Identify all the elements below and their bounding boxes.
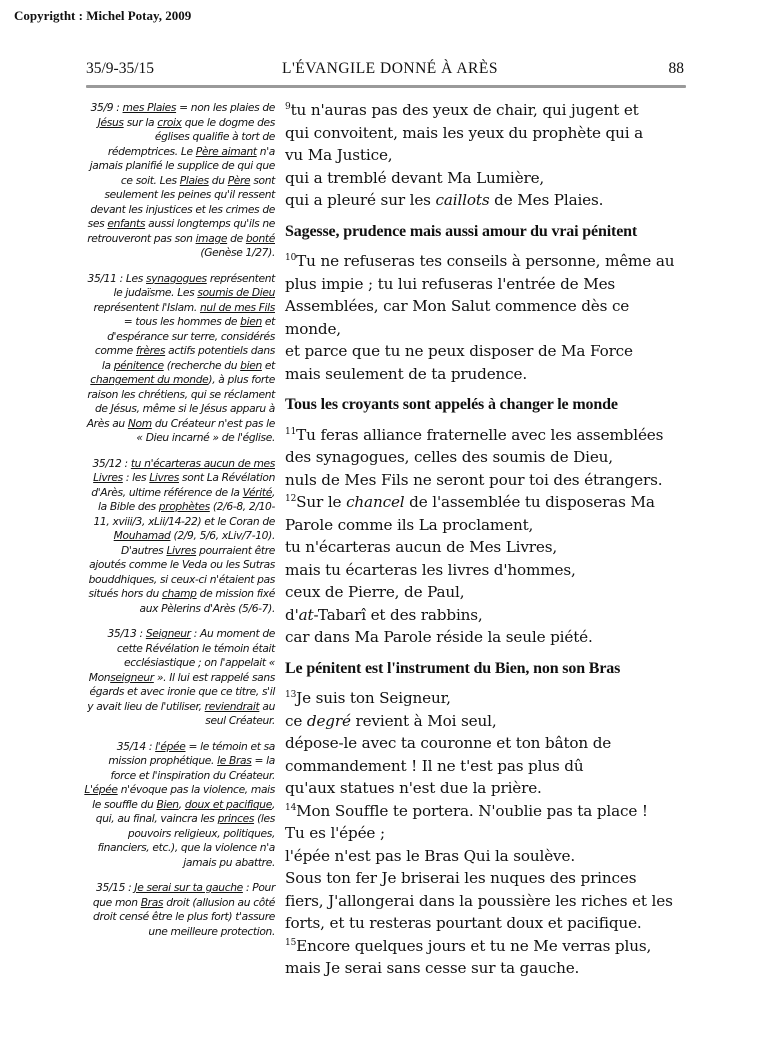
note-text: aussi longtemps qu'ils ne retrouveront pas son <box>87 217 275 245</box>
verse-line <box>285 800 690 823</box>
note-text: et <box>261 358 275 372</box>
margin-note <box>84 101 275 261</box>
underlined-term: seigneur <box>110 670 154 684</box>
verse-line <box>285 822 690 845</box>
underlined-term: L'épée <box>84 783 118 796</box>
note-text: au seul Créateur. <box>205 699 275 727</box>
verse-line <box>285 755 690 778</box>
verse-text: qui convoitent, mais les yeux du prophète qui a <box>285 123 644 142</box>
note-text: et d'espérance sur terre, considérés comme <box>94 315 275 357</box>
underlined-term: le Bras <box>217 754 252 767</box>
note-text: 35/9 : <box>90 101 123 114</box>
verse-number: 10 <box>285 253 297 263</box>
note-text: , qui, au final, vaincra les <box>95 797 275 825</box>
verse-text: de l'assemblée tu disposeras Ma <box>404 493 655 511</box>
note-text: sont seulement les peines qu'il ressent devant les injustices et les crimes de ses <box>87 173 275 230</box>
note-text: sur la <box>123 115 158 129</box>
margin-note <box>84 457 275 617</box>
underlined-term: Bien <box>156 797 179 811</box>
note-text: ». Il lui est rappelé sans égards et avec ironie que ce titre, s'il y avait lieu de l'utiliser, <box>87 670 275 713</box>
verse-line <box>285 144 690 167</box>
verse-line <box>285 626 690 649</box>
note-text: représentent l'Islam. <box>93 300 200 314</box>
verse-line <box>285 363 690 386</box>
underlined-term: nul de mes Fils <box>199 300 275 314</box>
verse-text: revient à Moi seul, <box>350 711 497 730</box>
verse-line <box>285 912 690 935</box>
verse-text: commandement ! Il ne t'est pas plus dû <box>285 756 584 775</box>
verse-line <box>285 732 690 755</box>
note-text: du <box>208 173 228 187</box>
verse-text: forts, et tu resteras pourtant doux et pacifique. <box>285 914 642 932</box>
header-rule <box>86 85 686 88</box>
margin-note <box>84 272 275 446</box>
note-text: représentent le judaïsme. Les <box>113 271 275 299</box>
underlined-term: Père aimant <box>195 144 257 158</box>
note-text: 35/12 : <box>92 456 131 470</box>
copyright-notice: Copyrigtht : Michel Potay, 2009 <box>14 8 192 23</box>
underlined-term: Livres <box>149 471 179 484</box>
section-heading: Tous les croyants sont appelés à changer le monde <box>285 396 618 413</box>
verse-text: mais Je serai sans cesse sur ta gauche. <box>285 959 580 977</box>
note-text: (2/9, 5/6, xLiv/7-10). D'autres <box>120 529 275 557</box>
note-text: (recherche du <box>163 358 241 372</box>
verse-text: nuls de Mes Fils ne seront pour toi des étrangers. <box>285 470 663 489</box>
note-text: = non les plaies de <box>176 101 275 114</box>
verse-text: Sur le <box>296 493 347 511</box>
verse-text: l'épée n'est pas le Bras Qui la soulève. <box>285 846 576 865</box>
underlined-term: doux et pacifique <box>184 797 272 811</box>
verse-text: qu'aux statues n'est due la prière. <box>285 779 542 797</box>
verse-line <box>285 867 690 890</box>
underlined-term: enfants <box>107 217 146 230</box>
margin-notes <box>84 101 275 950</box>
underlined-term: Père <box>227 173 251 187</box>
verse-number: 11 <box>285 426 297 437</box>
note-text: du Créateur n'est pas le « Dieu incarné » de l'église. <box>136 416 275 444</box>
verse-line <box>285 318 690 341</box>
verse-line <box>285 469 690 492</box>
note-text: 35/11 : Les <box>87 271 147 285</box>
underlined-term: bien <box>240 315 262 328</box>
note-text: sont La Révélation d'Arès, ultime référence de la <box>91 471 275 499</box>
note-text: (Genèse 1/27). <box>200 246 275 259</box>
verse-text: Tu ne refuseras tes conseils à personne, même au <box>296 252 675 270</box>
verse-text: car dans Ma Parole réside la seule piété. <box>285 628 593 646</box>
note-text: de <box>227 231 246 245</box>
verse-line <box>285 446 690 469</box>
underlined-term: Nom <box>127 416 152 430</box>
note-text: actifs potentiels dans la <box>101 344 275 372</box>
underlined-term: mes Plaies <box>122 101 177 114</box>
note-text: : les <box>122 471 150 484</box>
verse-text: et parce que tu ne peux disposer de Ma Force <box>285 342 633 360</box>
verse-line <box>285 295 690 318</box>
underlined-term: Je serai sur ta gauche <box>134 881 243 894</box>
verse-text: vu Ma Justice, <box>285 146 393 164</box>
verse-line <box>285 189 690 212</box>
underlined-term: Plaies <box>179 173 209 187</box>
verse-text: Je suis ton Seigneur, <box>296 689 451 707</box>
verse-text: des synagogues, celles des soumis de Dieu, <box>285 448 613 466</box>
margin-note <box>84 627 275 729</box>
verse-number: 14 <box>285 802 297 813</box>
note-text: = la force et l'inspiration du Créateur. <box>110 754 275 782</box>
note-text: = tous les hommes de <box>123 315 241 328</box>
verse-line <box>285 491 690 514</box>
verse-line <box>285 581 690 604</box>
verse-number: 15 <box>285 937 297 948</box>
verse-text: Encore quelques jours et tu ne Me verras plus, <box>296 936 652 955</box>
verse-line <box>285 514 690 537</box>
note-text: : Au moment de cette Révélation le témoin était ecclésiastique ; on l'appelait « Mon <box>88 627 275 684</box>
note-text: : Pour que mon <box>92 881 275 909</box>
underlined-term: Bras <box>140 895 164 909</box>
verse-line <box>285 273 690 296</box>
underlined-term: synagogues <box>146 271 207 285</box>
verse-line <box>285 890 690 913</box>
note-text: (les pouvoirs religieux, politiques, financiers, etc.), que la violence n'a jamais pu abattre. <box>97 812 275 869</box>
verse-line <box>285 167 690 190</box>
verse-line <box>285 845 690 868</box>
underlined-term: princes <box>217 812 255 825</box>
underlined-term: Jésus <box>97 115 124 129</box>
verse-text: Parole comme ils La proclament, <box>285 515 534 534</box>
verse-line <box>285 559 690 582</box>
verse-line <box>285 777 690 800</box>
note-text: , <box>178 797 185 811</box>
verse-text: dépose-le avec ta couronne et ton bâton de <box>285 734 612 752</box>
underlined-term: Seigneur <box>145 627 191 640</box>
verse-line <box>285 710 690 733</box>
note-text: pourraient être ajoutés comme le Veda ou les Sutras bouddhiques, si ceux-ci n'étaient pas situés hors du <box>88 543 275 600</box>
note-text: ), à plus forte raison les chrétiens, qui se réclament de Jésus, même si le Jésus apparu à Arès au <box>86 373 275 430</box>
verse-text: qui a pleuré sur les <box>285 191 436 209</box>
verse-line <box>285 340 690 363</box>
verse-text: d' <box>285 605 299 624</box>
note-text: n'évoque pas la violence, mais le souffle du <box>92 783 275 811</box>
verse-text: Tu feras alliance fraternelle avec les assemblées <box>296 425 664 444</box>
verse-text: ce <box>285 711 307 730</box>
italic-term: degré <box>306 711 351 730</box>
verse-text: Sous ton fer Je briserai les nuques des princes <box>285 869 637 887</box>
verse-text: mais tu écarteras les livres d'hommes, <box>285 560 576 579</box>
italic-term: caillots <box>435 191 490 209</box>
section-heading: Le pénitent est l'instrument du Bien, non son Bras <box>285 659 621 677</box>
verse-text: Assemblées, car Mon Salut commence dès ce <box>285 297 630 315</box>
italic-term: at <box>298 605 314 624</box>
underlined-term: l'épée <box>155 739 186 753</box>
underlined-term: Mouhamad <box>113 529 171 542</box>
note-text: 35/13 : <box>107 627 146 640</box>
section-heading: Sagesse, prudence mais aussi amour du vrai pénitent <box>285 222 638 240</box>
underlined-term: changement du monde <box>90 373 209 386</box>
underlined-term: champ <box>161 587 197 600</box>
note-text: 35/15 : <box>96 881 135 894</box>
verse-text: Mon Souffle te portera. N'oublie pas ta place ! <box>296 801 648 820</box>
verse-line <box>285 935 690 958</box>
note-text: de mission fixé aux Pèlerins d'Arès (5/6-7). <box>139 587 275 615</box>
verse-line <box>285 604 690 627</box>
underlined-term: tu n'écarteras aucun de mes Livres <box>93 456 275 484</box>
underlined-term: frères <box>135 344 166 357</box>
note-text: 35/14 : <box>116 739 156 753</box>
underlined-term: Vérité <box>242 485 272 499</box>
underlined-term: bonté <box>245 231 275 245</box>
margin-note <box>84 881 275 939</box>
verse-line <box>285 424 690 447</box>
verse-line <box>285 687 690 710</box>
note-text: (2/6-8, 2/10-11, xviii/3, xLii/14-22) et le Coran de <box>93 500 275 528</box>
verse-number: 12 <box>285 494 297 504</box>
underlined-term: bien <box>240 358 262 372</box>
italic-term: chancel <box>346 493 405 511</box>
verse-line <box>285 122 690 145</box>
margin-note <box>84 740 275 871</box>
verse-text: mais seulement de ta prudence. <box>285 364 528 383</box>
underlined-term: croix <box>157 115 182 129</box>
verse-text: fiers, J'allongerai dans la poussière les riches et les <box>285 891 673 910</box>
verse-text: de Mes Plaies. <box>489 191 604 209</box>
underlined-term: reviendrait <box>204 699 260 713</box>
page-number: 88 <box>668 60 684 77</box>
verse-number: 9 <box>285 102 291 112</box>
verse-text: -Tabarî et des rabbins, <box>313 605 483 624</box>
verse-line <box>285 250 690 273</box>
verse-text: qui a tremblé devant Ma Lumière, <box>285 168 545 187</box>
underlined-term: soumis de Dieu <box>197 286 275 299</box>
verse-line <box>285 536 690 559</box>
verse-text: ceux de Pierre, de Paul, <box>285 583 465 601</box>
verse-line <box>285 99 690 122</box>
verse-text: tu n'écarteras aucun de Mes Livres, <box>285 538 558 556</box>
verse-text: tu n'auras pas des yeux de chair, qui jugent et <box>290 101 639 119</box>
scripture-text <box>285 99 690 980</box>
underlined-term: pénitence <box>113 358 164 372</box>
underlined-term: image <box>195 231 228 245</box>
note-text: = le témoin et sa mission prophétique. <box>108 739 275 767</box>
verse-text: Tu es l'épée ; <box>285 824 385 842</box>
verse-number: 13 <box>285 690 297 700</box>
underlined-term: prophètes <box>158 500 210 513</box>
verse-text: monde, <box>285 319 341 338</box>
verse-text: plus impie ; tu lui refuseras l'entrée de Mes <box>285 274 616 293</box>
verse-reference: 35/9-35/15 <box>86 60 155 77</box>
note-text: que le dogme des églises qualifie à tort de rédemptrices. Le <box>107 115 275 158</box>
note-text: n'a jamais planifié le supplice de qui que ce soit. Les <box>89 144 275 187</box>
note-text: , la Bible des <box>98 485 275 513</box>
verse-line <box>285 957 690 980</box>
page-title: L'ÉVANGILE DONNÉ À ARÈS <box>282 60 498 77</box>
underlined-term: Livres <box>166 543 197 557</box>
note-text: droit (allusion au côté droit censé être le plus fort) t'assure une meilleure protection. <box>93 895 275 938</box>
